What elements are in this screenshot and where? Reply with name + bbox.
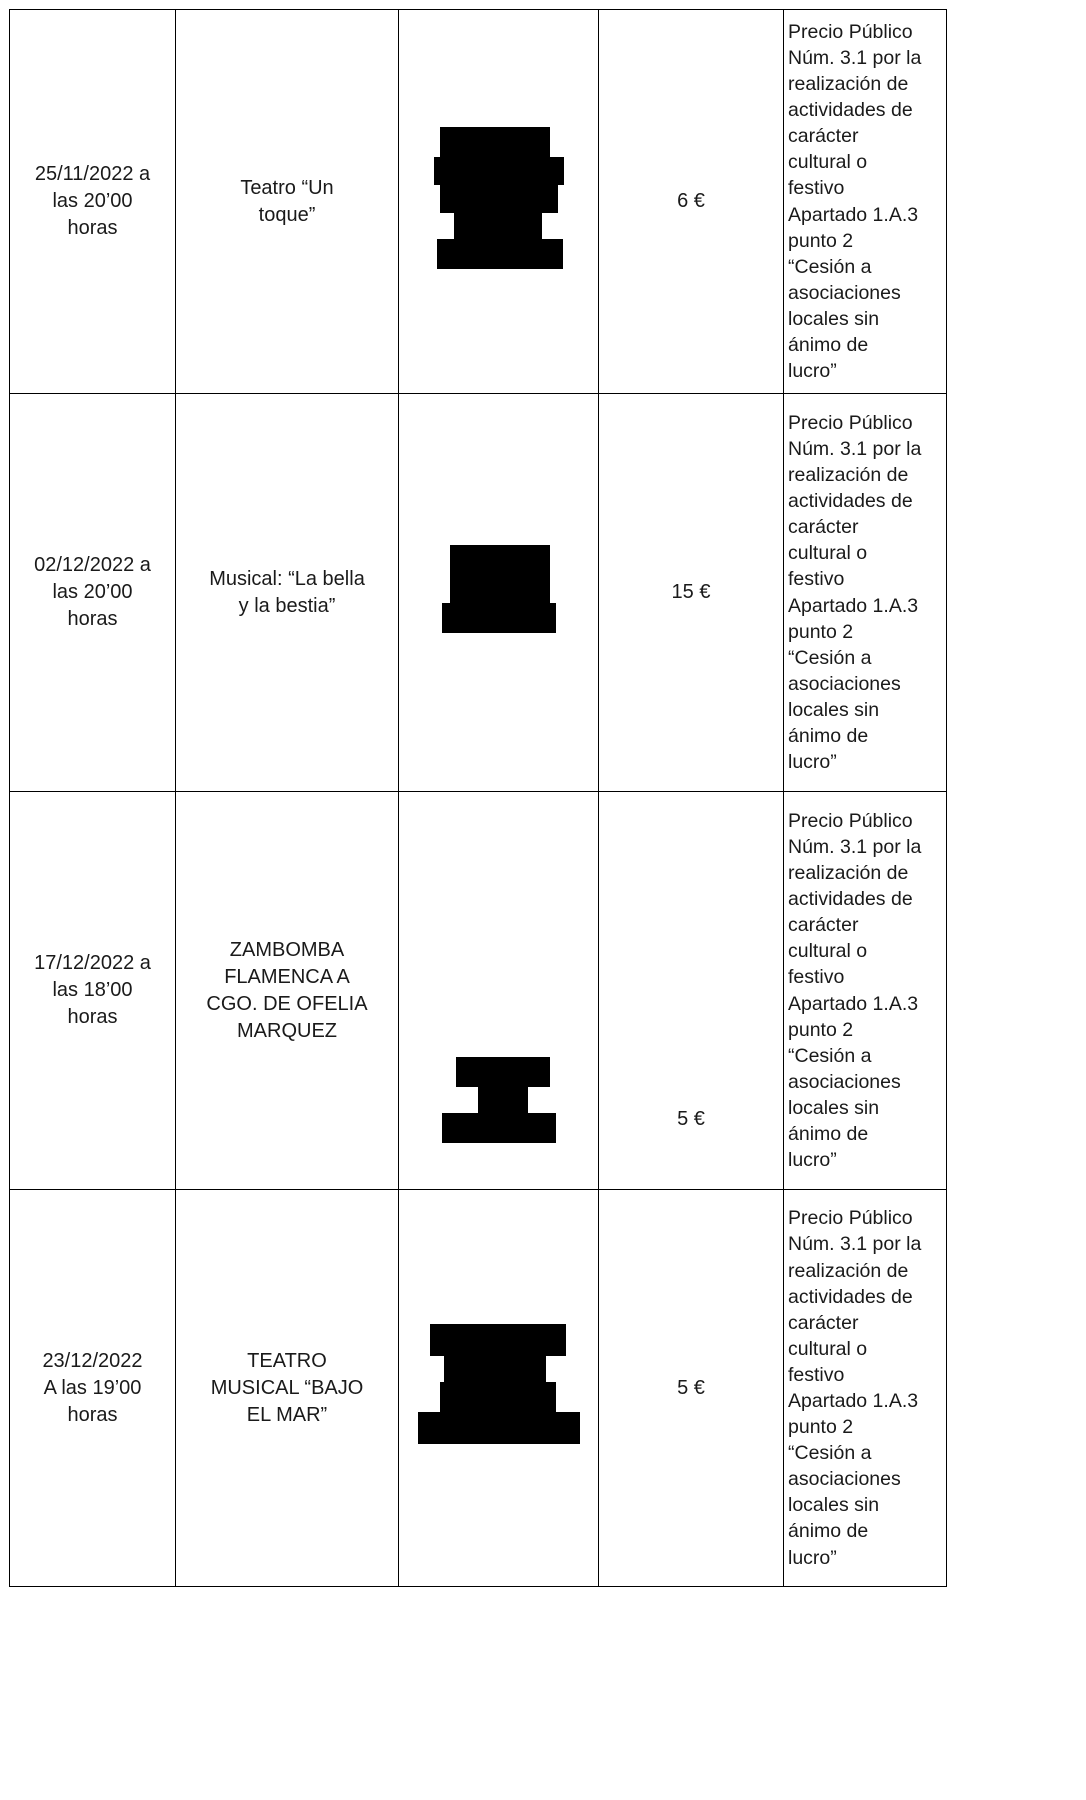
redaction-block <box>434 127 564 269</box>
legal-basis-text: Precio Público Núm. 3.1 por la realización de actividades de carácter cultural o festivo Apartado 1.A.3 punto 2 “Cesión a asociaciones locales sin ánimo de lucro” <box>788 411 922 774</box>
legal-cell <box>784 792 947 1190</box>
legal-cell <box>784 10 947 394</box>
price-value: 5 € <box>677 1376 705 1399</box>
redaction-block <box>442 545 556 633</box>
event-cell <box>176 792 399 1190</box>
event-date: 23/12/2022 A las 19’00 horas <box>42 1349 143 1426</box>
event-title: TEATRO MUSICAL “BAJO EL MAR” <box>210 1349 364 1426</box>
redacted-cell <box>399 394 599 792</box>
date-cell <box>10 792 176 1190</box>
price-value: 6 € <box>677 190 705 212</box>
price-cell <box>599 394 784 792</box>
table-row <box>10 394 947 792</box>
legal-basis-text: Precio Público Núm. 3.1 por la realización de actividades de carácter cultural o festivo Apartado 1.A.3 punto 2 “Cesión a asociaciones locales sin ánimo de lucro” <box>788 1207 922 1569</box>
legal-basis-text: Precio Público Núm. 3.1 por la realización de actividades de carácter cultural o festivo Apartado 1.A.3 punto 2 “Cesión a asociaciones locales sin ánimo de lucro” <box>788 809 922 1172</box>
table-row <box>10 792 947 1190</box>
legal-basis-text: Precio Público Núm. 3.1 por la realización de actividades de carácter cultural o festivo Apartado 1.A.3 punto 2 “Cesión a asociaciones locales sin ánimo de lucro” <box>788 20 922 383</box>
event-cell <box>176 1190 399 1587</box>
event-title: Teatro “Un toque” <box>240 176 334 226</box>
events-table <box>9 9 947 1587</box>
price-cell <box>599 1190 784 1587</box>
legal-cell <box>784 394 947 792</box>
table-row <box>10 1190 947 1587</box>
event-cell <box>176 10 399 394</box>
event-cell <box>176 394 399 792</box>
redacted-cell <box>399 1190 599 1587</box>
price-value: 15 € <box>671 581 711 603</box>
date-cell <box>10 1190 176 1587</box>
redaction-block <box>442 1057 556 1143</box>
legal-cell <box>784 1190 947 1587</box>
event-date: 02/12/2022 a las 20’00 horas <box>34 554 151 630</box>
price-value: 5 € <box>677 1108 705 1130</box>
redaction-block <box>418 1324 580 1444</box>
table-row <box>10 10 947 394</box>
event-title: Musical: “La bella y la bestia” <box>209 567 365 617</box>
redacted-cell <box>399 10 599 394</box>
date-cell <box>10 394 176 792</box>
redacted-cell <box>399 792 599 1190</box>
event-date: 25/11/2022 a las 20’00 horas <box>34 163 151 239</box>
event-date: 17/12/2022 a las 18’00 horas <box>34 952 151 1028</box>
price-cell <box>599 792 784 1190</box>
date-cell <box>10 10 176 394</box>
event-title: ZAMBOMBA FLAMENCA A CGO. DE OFELIA MARQUEZ <box>206 938 368 1042</box>
price-cell <box>599 10 784 394</box>
